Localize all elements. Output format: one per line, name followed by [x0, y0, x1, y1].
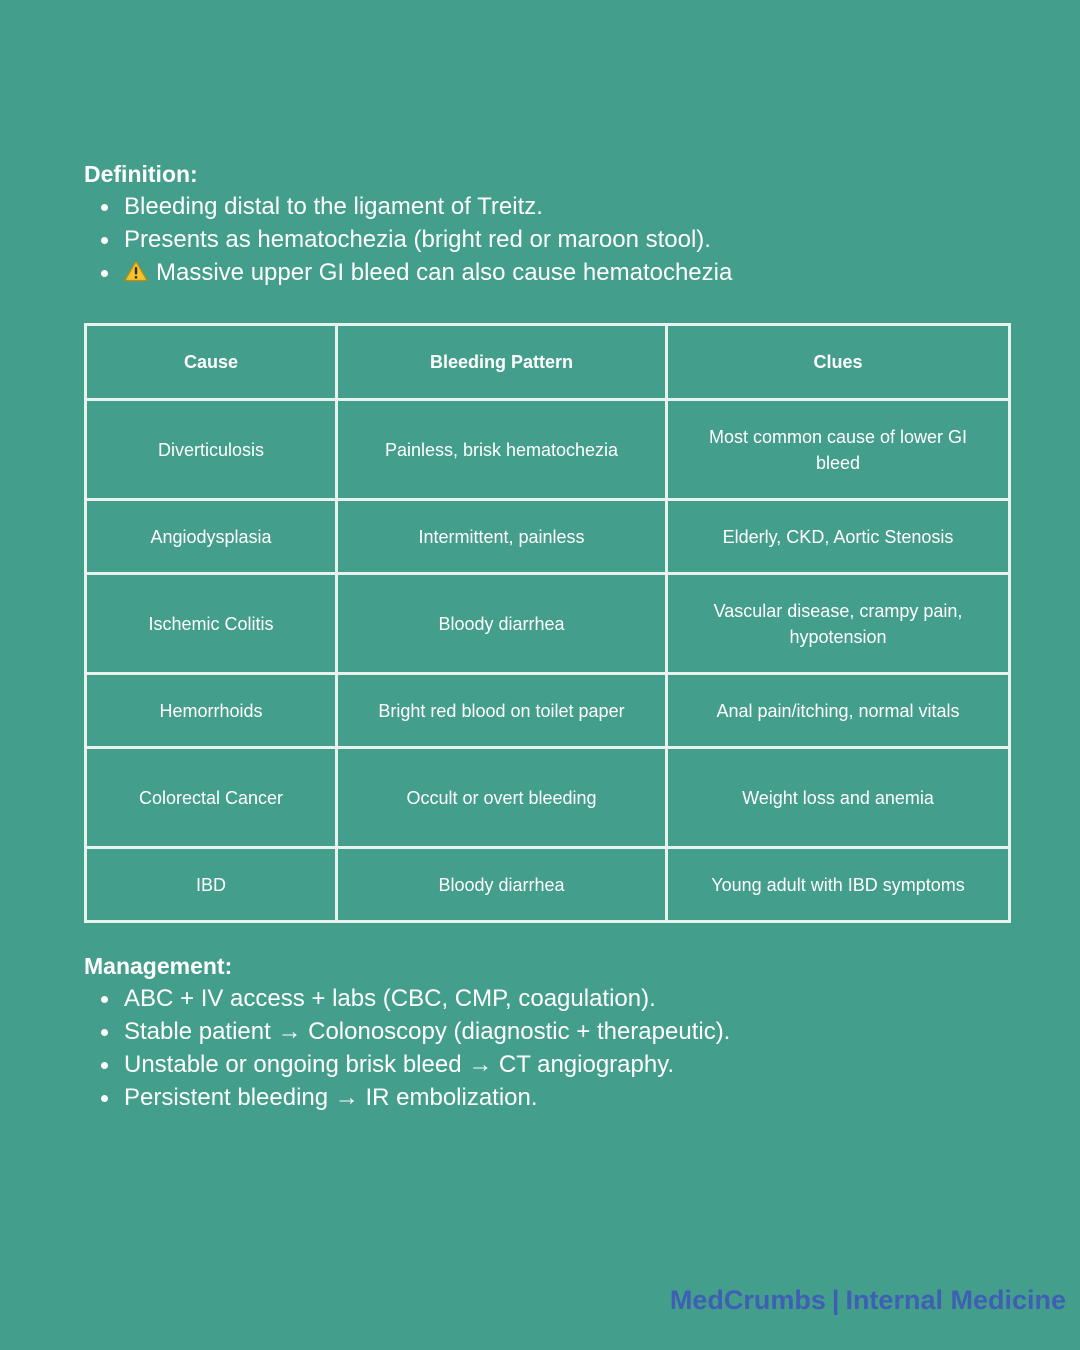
cell-clues: Weight loss and anemia: [667, 748, 1010, 848]
table-header-row: [86, 325, 1010, 400]
table-row: [86, 500, 1010, 574]
table-row: [86, 400, 1010, 500]
cell-clues: Vascular disease, crampy pain, hypotension: [667, 574, 1010, 674]
table-row: [86, 674, 1010, 748]
cell-bleeding-pattern: Occult or overt bleeding: [337, 748, 667, 848]
brand-subtitle: Internal Medicine: [845, 1285, 1066, 1315]
cell-cause: Hemorrhoids: [86, 674, 337, 748]
cell-cause: Angiodysplasia: [86, 500, 337, 574]
cell-cause: Diverticulosis: [86, 400, 337, 500]
cell-bleeding-pattern: Bloody diarrhea: [337, 848, 667, 922]
management-heading: Management:: [84, 953, 233, 979]
causes-table: [84, 323, 1011, 923]
definition-item: [100, 256, 732, 289]
management-list: [100, 982, 730, 1114]
column-header-clues: Clues: [667, 325, 1010, 400]
cell-clues: Most common cause of lower GI bleed: [667, 400, 1010, 500]
cell-cause: Ischemic Colitis: [86, 574, 337, 674]
table-row: [86, 748, 1010, 848]
management-item: Persistent bleeding → IR embolization.: [100, 1081, 730, 1114]
definition-list: [100, 190, 732, 289]
column-header-cause: Cause: [86, 325, 337, 400]
cell-cause: IBD: [86, 848, 337, 922]
cell-bleeding-pattern: Painless, brisk hematochezia: [337, 400, 667, 500]
cell-cause: Colorectal Cancer: [86, 748, 337, 848]
management-item: ABC + IV access + labs (CBC, CMP, coagulation).: [100, 982, 730, 1015]
cell-bleeding-pattern: Intermittent, painless: [337, 500, 667, 574]
brand-separator: |: [831, 1285, 840, 1315]
cell-bleeding-pattern: Bright red blood on toilet paper: [337, 674, 667, 748]
definition-item-text: Presents as hematochezia (bright red or maroon stool).: [124, 226, 711, 253]
warning-icon: [124, 260, 148, 282]
cell-clues: Young adult with IBD symptoms: [667, 848, 1010, 922]
definition-item: [100, 223, 732, 256]
management-item: Stable patient → Colonoscopy (diagnostic + therapeutic).: [100, 1015, 730, 1048]
brand-footer: [670, 1284, 1066, 1316]
cell-bleeding-pattern: Bloody diarrhea: [337, 574, 667, 674]
table-row: [86, 574, 1010, 674]
management-item: Unstable or ongoing brisk bleed → CT angiography.: [100, 1048, 730, 1081]
brand-name: MedCrumbs: [669, 1285, 826, 1315]
definition-heading: Definition:: [84, 161, 198, 187]
cell-clues: Anal pain/itching, normal vitals: [667, 674, 1010, 748]
definition-item-text: Bleeding distal to the ligament of Treitz.: [124, 193, 543, 220]
definition-item-text: Massive upper GI bleed can also cause hematochezia: [156, 259, 733, 286]
table-row: [86, 848, 1010, 922]
column-header-bleeding-pattern: Bleeding Pattern: [337, 325, 667, 400]
cell-clues: Elderly, CKD, Aortic Stenosis: [667, 500, 1010, 574]
definition-item: [100, 190, 732, 223]
